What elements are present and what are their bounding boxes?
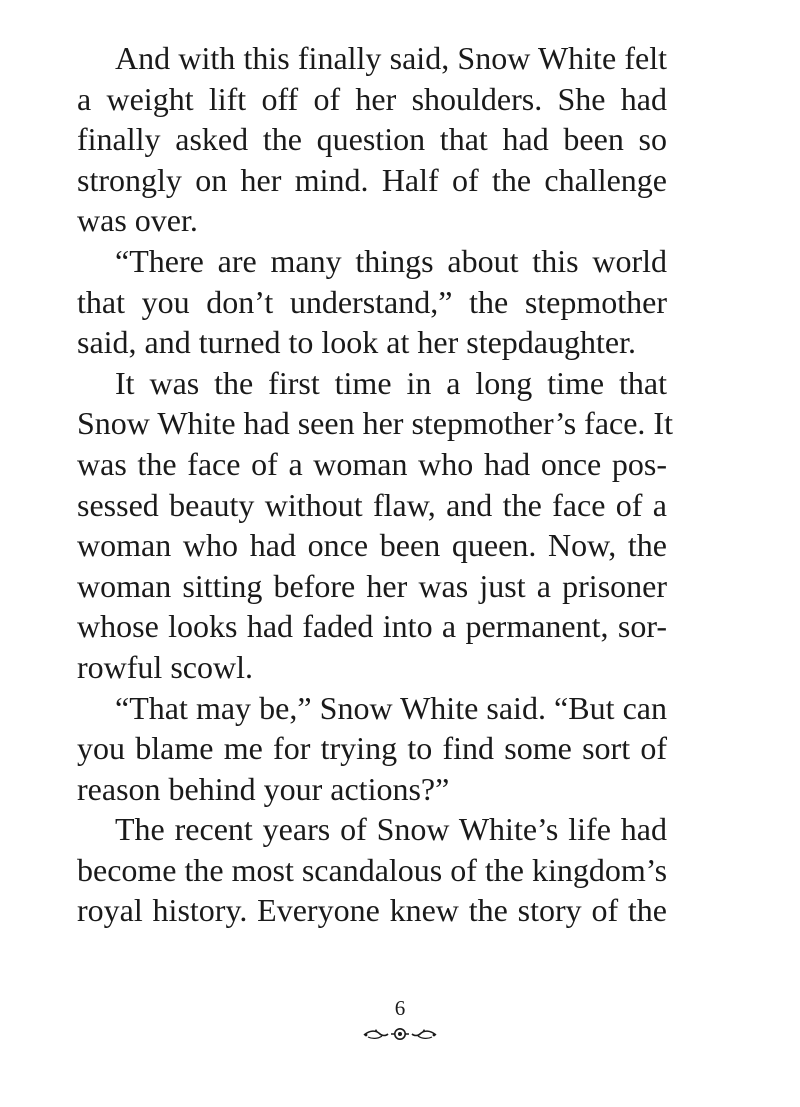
text-line: was the face of a woman who had once pos- (77, 445, 667, 482)
text-line: you blame me for trying to find some sort of (77, 730, 667, 767)
text-line: royal history. Everyone knew the story of the (77, 892, 667, 929)
text-line: rowful scowl. (77, 648, 253, 685)
text-line: “That may be,” Snow White said. “But can (115, 689, 667, 726)
text-line: It was the first time in a long time that (115, 364, 667, 401)
page-body (77, 38, 673, 931)
paragraph-5 (77, 809, 667, 931)
text-line: sessed beauty without flaw, and the face of a (77, 486, 667, 523)
text-line: whose looks had faded into a permanent, sor- (77, 608, 667, 645)
text-line: a weight lift off of her shoulders. She had (77, 80, 667, 117)
text-line: finally asked the question that had been so (77, 121, 667, 158)
paragraph-2 (77, 241, 667, 363)
text-line: reason behind your actions?” (77, 770, 450, 807)
paragraph-1 (77, 38, 667, 241)
text-line: said, and turned to look at her stepdaughter. (77, 324, 636, 361)
text-line: strongly on her mind. Half of the challenge (77, 161, 667, 198)
text-line: Snow White had seen her stepmother’s face. It (77, 405, 673, 442)
paragraph-4 (77, 688, 667, 810)
text-line: “There are many things about this world (115, 242, 667, 279)
text-line: The recent years of Snow White’s life had (115, 811, 667, 848)
text-line: And with this finally said, Snow White felt (115, 40, 667, 76)
text-line: become the most scandalous of the kingdom’s (77, 851, 668, 888)
text-line: that you don’t understand,” the stepmother (77, 283, 667, 320)
paragraph-3 (77, 363, 673, 688)
text-line: was over. (77, 202, 198, 239)
page-number: 6 (394, 996, 406, 1020)
floral-ornament-icon (362, 1026, 438, 1042)
text-line: woman who had once been queen. Now, the (77, 527, 667, 564)
page-footer (0, 996, 800, 1042)
text-line: woman sitting before her was just a prisoner (77, 567, 667, 604)
